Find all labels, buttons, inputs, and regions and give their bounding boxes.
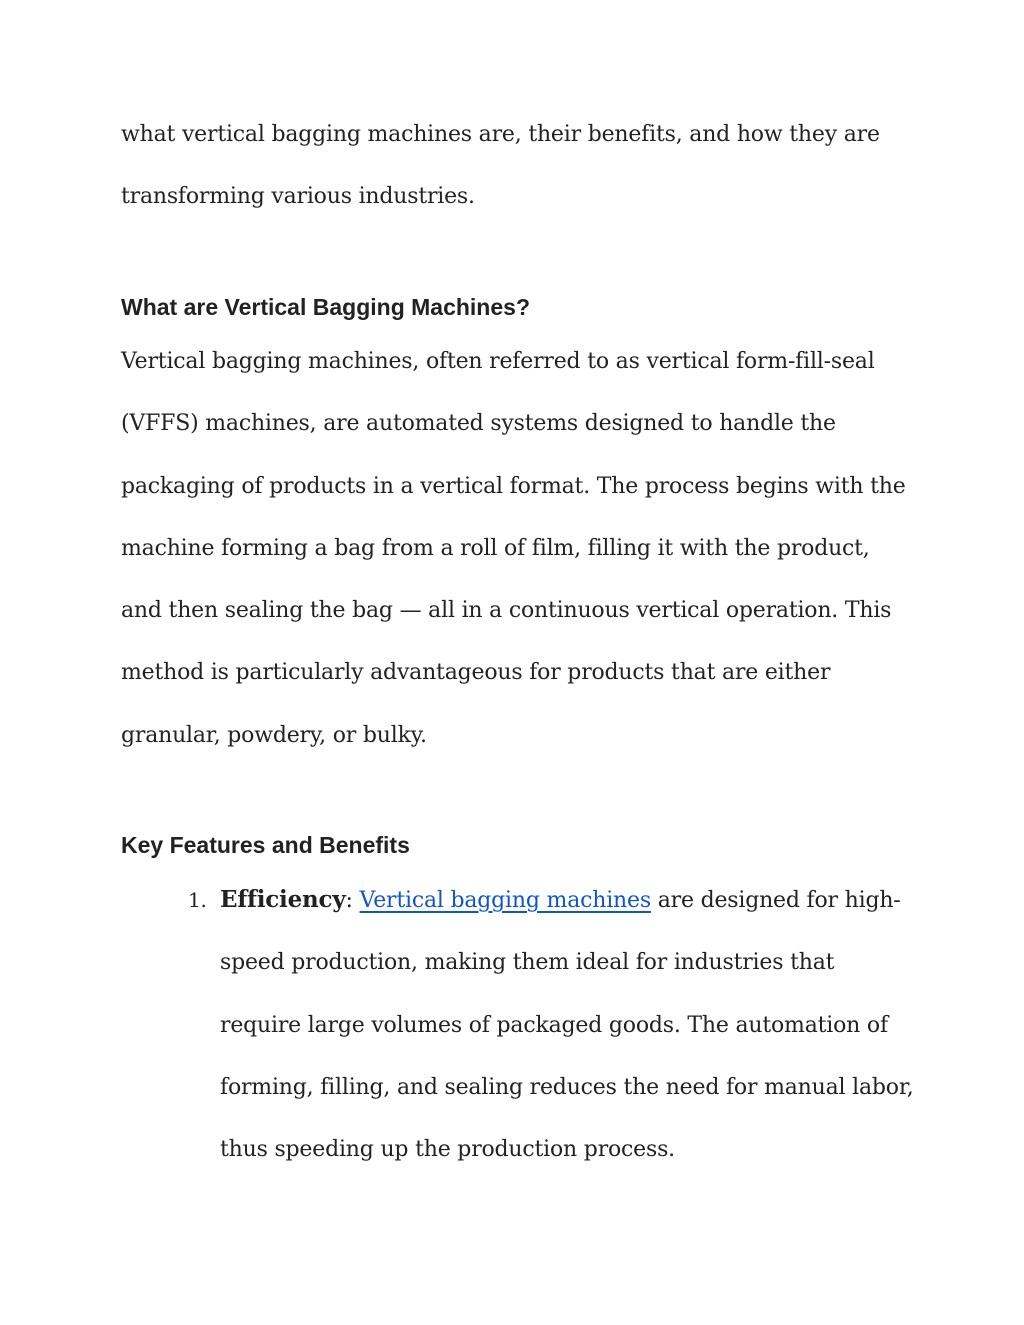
section-body-what-are: Vertical bagging machines, often referred to as vertical form-fill-seal (VFFS) machines, are automated systems designed to handle the packaging of products in a vertical format. The process begins with the machine forming a bag from a roll of film, filling it with the product, and then sealing the bag — all in a continuous vertical operation. This method is particularly advantageous for products that are either granular, powdery, or bulky. — [121, 349, 906, 748]
section-heading-what-are: What are Vertical Bagging Machines? — [121, 294, 530, 320]
list-item-separator: : — [345, 888, 353, 913]
intro-paragraph: what vertical bagging machines are, their benefits, and how they are transforming various industries. — [121, 122, 880, 210]
list-item-text: are designed for high-speed production, making them ideal for industries that require large volumes of packaged goods. The automation of forming, filling, and sealing reduces the need for manual labor, thus speeding up the production process. — [220, 888, 914, 1163]
list-item-term: Efficiency — [220, 886, 346, 913]
features-list — [180, 869, 920, 1181]
list-item-number: 1. — [188, 888, 207, 912]
vertical-bagging-machines-link[interactable]: Vertical bagging machines — [359, 888, 651, 913]
section-heading-key-features: Key Features and Benefits — [121, 832, 410, 858]
list-item — [180, 869, 920, 1181]
